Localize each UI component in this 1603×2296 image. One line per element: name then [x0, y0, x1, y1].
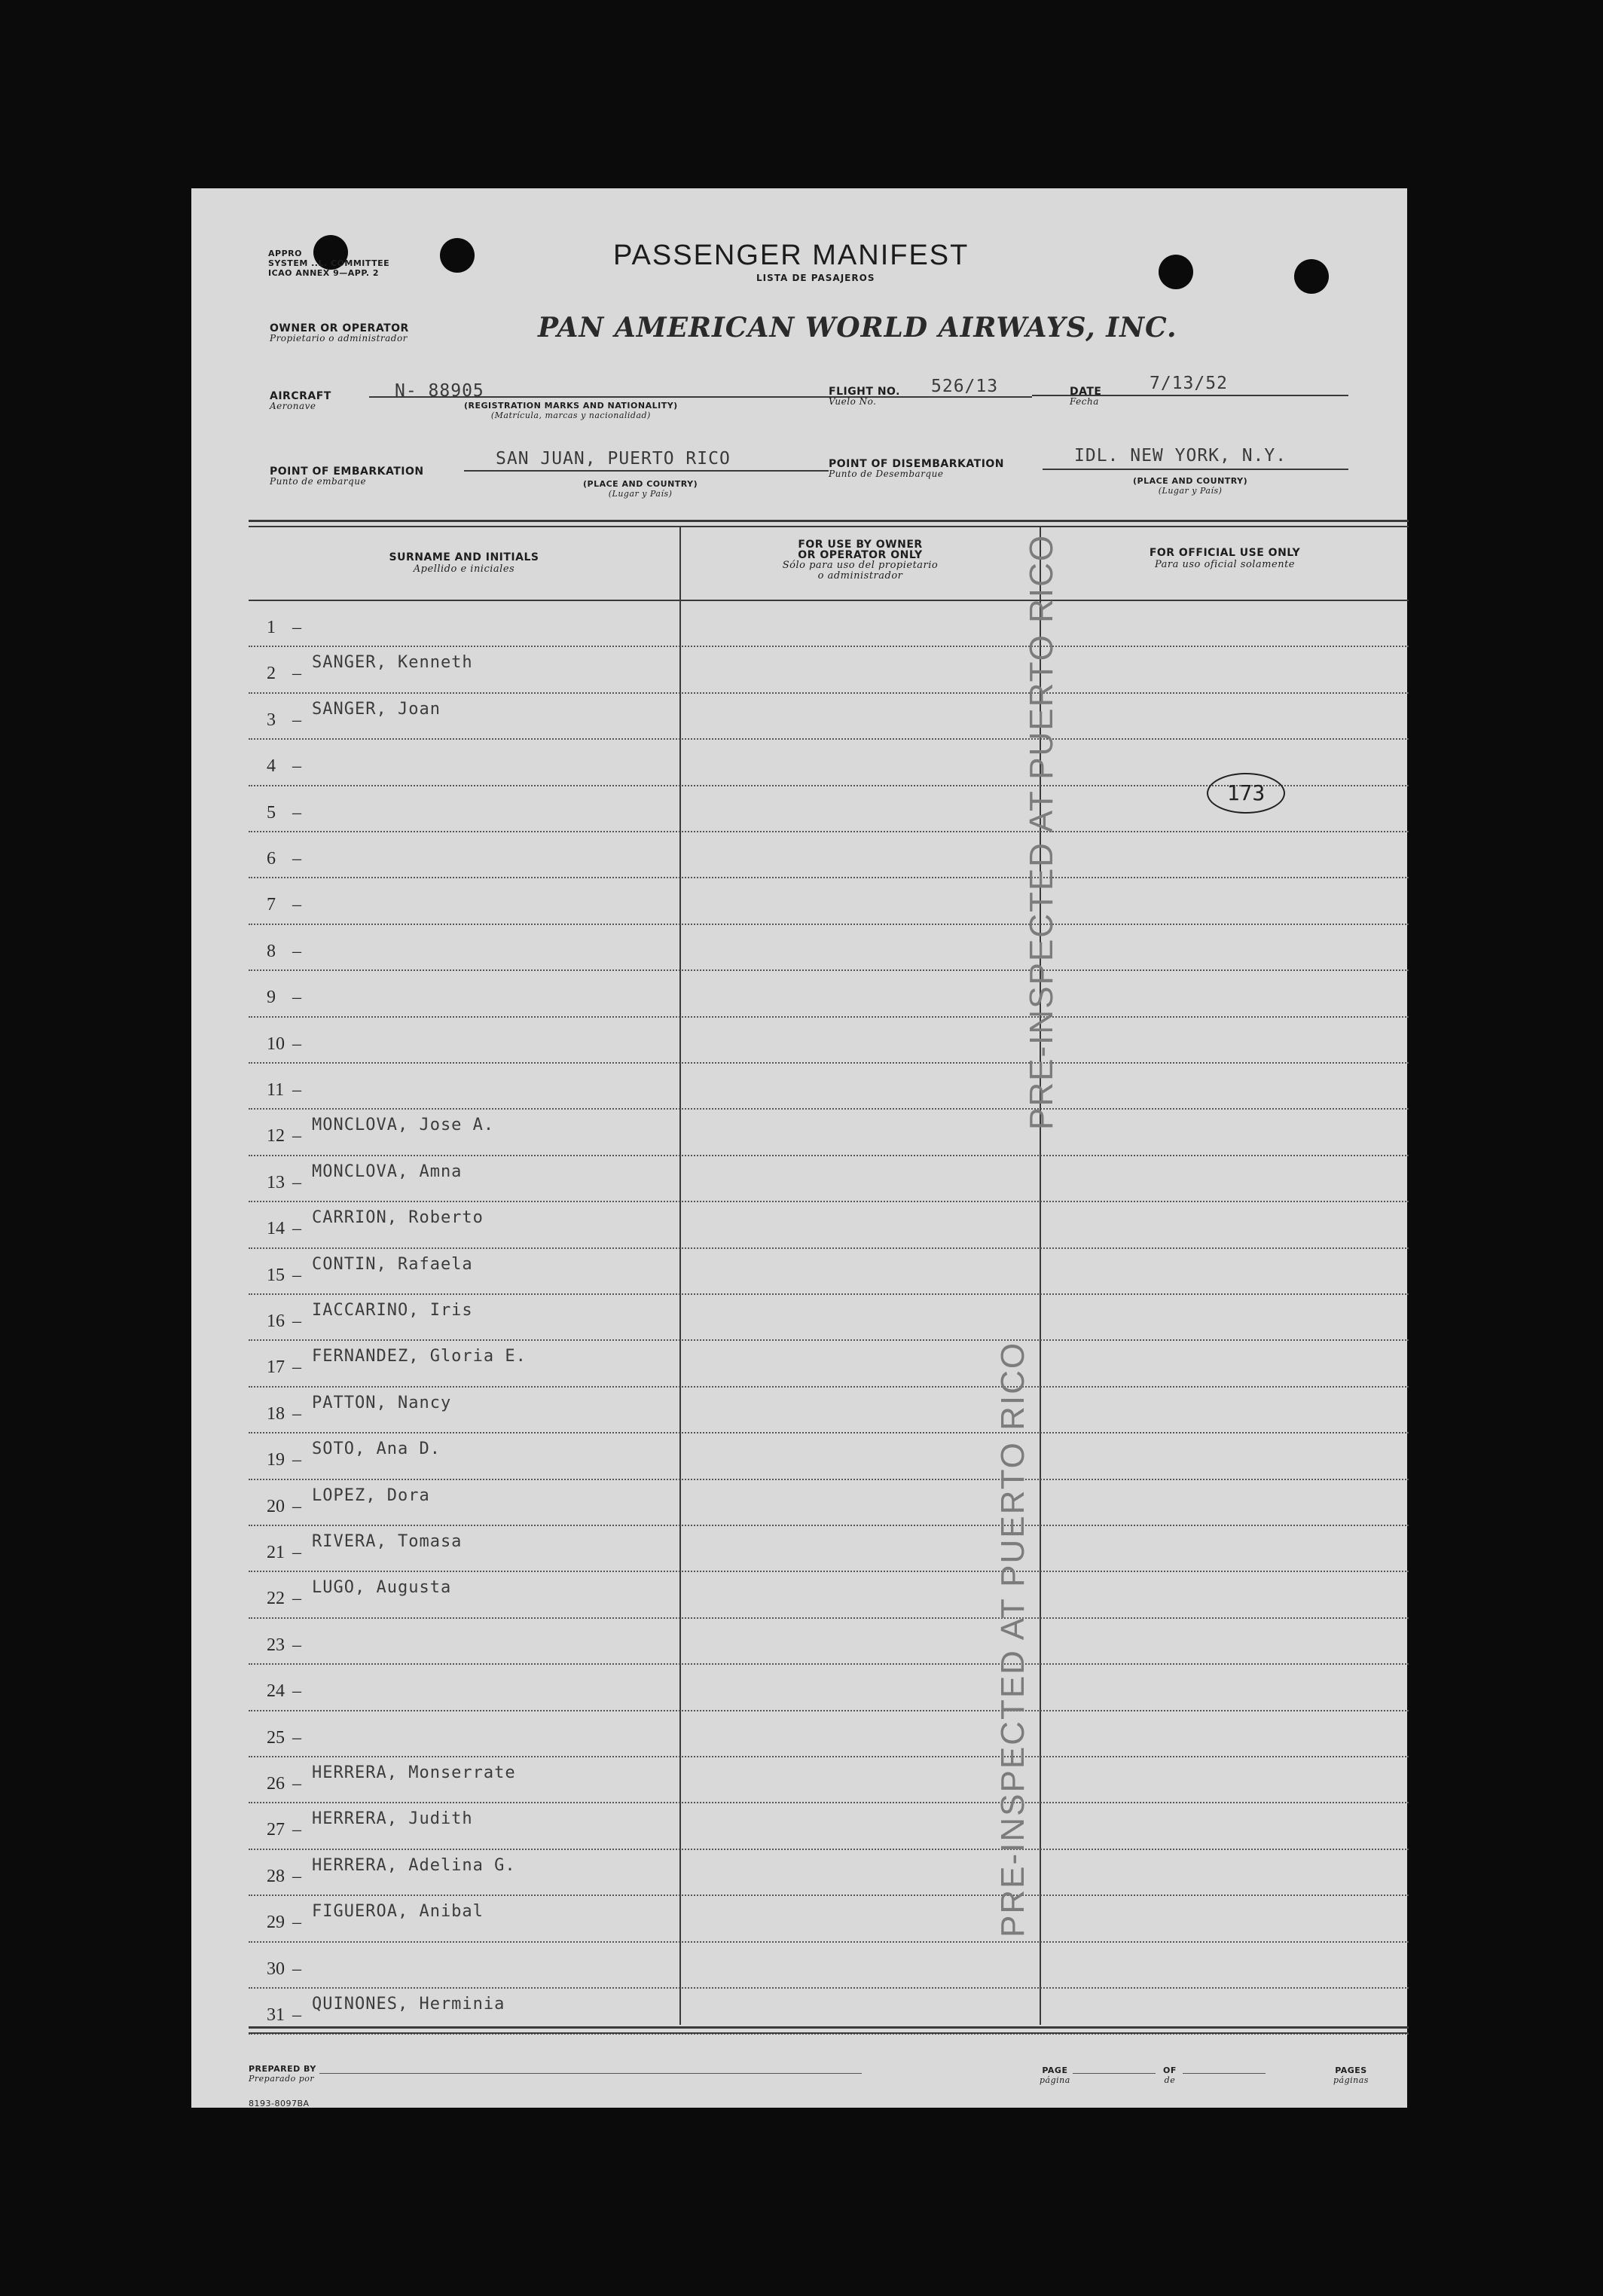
- row-number-dash: –: [292, 1727, 301, 1748]
- owner-column-header: FOR USE BY OWNER OR OPERATOR ONLY Sólo para uso del propietario o administrador: [782, 539, 939, 582]
- passenger-name: SANGER, Kenneth: [312, 653, 473, 673]
- row-number-dash: –: [292, 1126, 301, 1146]
- row-number-dash: –: [292, 710, 301, 730]
- row-number: 7: [267, 895, 276, 915]
- row-number-dash: –: [292, 2005, 301, 2025]
- row-number: 2: [267, 664, 276, 684]
- passenger-name: HERRERA, Monserrate: [312, 1763, 516, 1782]
- row-number-dash: –: [292, 618, 301, 637]
- row-number: 18: [267, 1403, 285, 1424]
- row-rule: [249, 877, 1409, 878]
- row-number-dash: –: [292, 1450, 301, 1470]
- row-rule: [249, 1802, 1409, 1803]
- of-label: OF de: [1163, 2065, 1177, 2085]
- header-bottom-rule: [249, 600, 1409, 601]
- row-number: 9: [267, 988, 276, 1008]
- flight-rule: [821, 396, 1032, 398]
- row-number-dash: –: [292, 941, 301, 961]
- passenger-name: RIVERA, Tomasa: [312, 1532, 463, 1551]
- row-number-dash: –: [292, 1172, 301, 1192]
- date-value: 7/13/52: [1150, 374, 1228, 393]
- row-number-dash: –: [292, 1959, 301, 1979]
- row-number-dash: –: [292, 849, 301, 869]
- row-number: 19: [267, 1450, 285, 1470]
- page-title: PASSENGER MANIFEST: [613, 240, 969, 271]
- prepared-by: PREPARED BY Preparado por: [249, 2064, 316, 2084]
- row-number: 30: [267, 1959, 285, 1979]
- row-number-dash: –: [292, 1496, 301, 1516]
- official-mark: [1207, 773, 1285, 814]
- row-number-dash: –: [292, 1913, 301, 1933]
- flight-label: FLIGHT NO. Vuelo No.: [829, 386, 900, 407]
- row-number: 31: [267, 2005, 285, 2025]
- row-rule: [249, 924, 1409, 925]
- row-number: 6: [267, 849, 276, 869]
- date-label: DATE Fecha: [1070, 386, 1102, 407]
- row-rule: [249, 1062, 1409, 1064]
- row-number-dash: –: [292, 988, 301, 1008]
- row-rule: [249, 1756, 1409, 1757]
- passenger-name: LUGO, Augusta: [312, 1578, 452, 1598]
- aircraft-label: AIRCRAFT Aeronave: [270, 390, 331, 411]
- row-number: 24: [267, 1681, 285, 1702]
- punch-hole-right-2: [1294, 259, 1329, 294]
- row-number-dash: –: [292, 1357, 301, 1378]
- passenger-name: IACCARINO, Iris: [312, 1301, 473, 1320]
- page-subtitle: LISTA DE PASAJEROS: [756, 273, 875, 283]
- row-rule: [249, 1247, 1409, 1249]
- prepared-by-rule: [319, 2073, 862, 2074]
- row-number: 4: [267, 756, 276, 777]
- row-number-dash: –: [292, 664, 301, 684]
- row-number: 23: [267, 1635, 285, 1655]
- row-number-dash: –: [292, 756, 301, 777]
- passenger-name: MONCLOVA, Amna: [312, 1162, 463, 1181]
- row-number: 26: [267, 1774, 285, 1794]
- passenger-name: HERRERA, Judith: [312, 1809, 473, 1829]
- row-number: 1: [267, 618, 276, 637]
- passenger-name: LOPEZ, Dora: [312, 1485, 430, 1505]
- row-rule: [249, 969, 1409, 971]
- inspection-stamp-upper: PRE-INSPECTED AT PUERTO RICO: [1023, 533, 1060, 1130]
- passenger-name: QUINONES, Herminia: [312, 1995, 505, 2014]
- punch-hole-left-2: [440, 238, 475, 273]
- row-rule: [249, 1339, 1409, 1341]
- row-rule: [249, 831, 1409, 832]
- row-number-dash: –: [292, 1635, 301, 1655]
- row-number: 21: [267, 1543, 285, 1562]
- page-rule: [1073, 2073, 1156, 2074]
- aircraft-rule: [369, 396, 821, 398]
- row-number: 22: [267, 1589, 285, 1609]
- table-bottom-rule: [249, 2026, 1409, 2029]
- official-column-header: FOR OFFICIAL USE ONLY Para uso oficial solamente: [1149, 547, 1301, 570]
- row-number: 16: [267, 1311, 285, 1331]
- embarkation-label: POINT OF EMBARKATION Punto de embarque: [270, 466, 424, 487]
- form-approval: APPRO SYSTEM ..L. COMMITTEE ICAO ANNEX 9—APP. 2: [268, 249, 390, 278]
- pages-label: PAGES páginas: [1333, 2065, 1369, 2085]
- row-number: 3: [267, 710, 276, 730]
- row-number: 14: [267, 1219, 285, 1239]
- row-rule: [249, 1987, 1409, 1989]
- embarkation-rule: [464, 470, 829, 472]
- row-number: 25: [267, 1727, 285, 1748]
- row-number-dash: –: [292, 802, 301, 823]
- row-rule: [249, 1617, 1409, 1619]
- row-rule: [249, 1108, 1409, 1110]
- date-rule: [1032, 395, 1348, 396]
- row-number-dash: –: [292, 1543, 301, 1562]
- row-rule: [249, 1432, 1409, 1433]
- row-rule: [249, 1941, 1409, 1943]
- row-number: 5: [267, 802, 276, 823]
- row-number: 15: [267, 1265, 285, 1285]
- row-rule: [249, 1386, 1409, 1388]
- passenger-name: PATTON, Nancy: [312, 1393, 452, 1412]
- row-rule: [249, 1293, 1409, 1295]
- row-number: 27: [267, 1820, 285, 1840]
- owner-label: OWNER OR OPERATOR Propietario o administrador: [270, 322, 409, 343]
- passenger-name: SOTO, Ana D.: [312, 1440, 441, 1459]
- row-rule: [249, 1155, 1409, 1156]
- row-rule: [249, 1571, 1409, 1572]
- row-number: 12: [267, 1126, 285, 1146]
- row-rule: [249, 1663, 1409, 1665]
- row-number-dash: –: [292, 1034, 301, 1054]
- row-number-dash: –: [292, 1265, 301, 1285]
- row-number-dash: –: [292, 895, 301, 915]
- owner-value: PAN AMERICAN WORLD AIRWAYS, INC.: [538, 312, 1177, 343]
- form-number: 8193-8097BA: [249, 2099, 310, 2108]
- row-rule: [249, 1710, 1409, 1711]
- row-number: 13: [267, 1172, 285, 1192]
- passenger-name: MONCLOVA, Jose A.: [312, 1116, 495, 1135]
- row-rule: [249, 1479, 1409, 1480]
- row-number-dash: –: [292, 1774, 301, 1794]
- table-bottom-rule-2: [249, 2032, 1409, 2034]
- table-top-rule-2: [249, 526, 1409, 527]
- row-number: 29: [267, 1913, 285, 1933]
- row-number-dash: –: [292, 1080, 301, 1100]
- row-rule: [249, 1849, 1409, 1850]
- aircraft-value: N- 88905: [395, 381, 484, 401]
- page-label: PAGE página: [1040, 2065, 1070, 2085]
- column-divider-1: [679, 527, 681, 2025]
- row-rule: [249, 1016, 1409, 1018]
- disembarkation-label: POINT OF DISEMBARKATION Punto de Desembarque: [829, 458, 1005, 479]
- passenger-name: HERRERA, Adelina G.: [312, 1855, 516, 1875]
- row-number-dash: –: [292, 1866, 301, 1886]
- of-rule: [1183, 2073, 1266, 2074]
- embarkation-sublabel: (PLACE AND COUNTRY) (Lugar y País): [583, 479, 698, 499]
- embarkation-value: SAN JUAN, PUERTO RICO: [496, 449, 731, 469]
- row-rule: [249, 1525, 1409, 1526]
- row-number: 28: [267, 1866, 285, 1886]
- row-number-dash: –: [292, 1403, 301, 1424]
- table-top-rule: [249, 520, 1409, 522]
- row-number-dash: –: [292, 1311, 301, 1331]
- punch-hole-right: [1159, 255, 1193, 289]
- flight-value: 526/13: [931, 377, 999, 396]
- aircraft-sublabel: (REGISTRATION MARKS AND NATIONALITY) (Matrícula, marcas y nacionalidad): [464, 401, 678, 420]
- row-rule: [249, 738, 1409, 740]
- official-mark-number: 173: [1226, 780, 1266, 805]
- manifest-page: [191, 188, 1407, 2108]
- row-number: 11: [267, 1080, 285, 1100]
- passenger-name: FIGUEROA, Anibal: [312, 1902, 484, 1922]
- row-rule: [249, 692, 1409, 694]
- row-number: 10: [267, 1034, 285, 1054]
- disembarkation-sublabel: (PLACE AND COUNTRY) (Lugar y País): [1133, 476, 1248, 496]
- names-column-header: SURNAME AND INITIALS Apellido e iniciales: [389, 551, 539, 575]
- passenger-name: CARRION, Roberto: [312, 1208, 484, 1228]
- row-number-dash: –: [292, 1820, 301, 1840]
- row-number-dash: –: [292, 1681, 301, 1702]
- passenger-name: FERNANDEZ, Gloria E.: [312, 1347, 527, 1366]
- passenger-name: SANGER, Joan: [312, 699, 441, 719]
- passenger-name: CONTIN, Rafaela: [312, 1254, 473, 1274]
- row-number: 20: [267, 1496, 285, 1516]
- row-rule: [249, 1895, 1409, 1896]
- disembarkation-value: IDL. NEW YORK, N.Y.: [1074, 446, 1287, 466]
- row-number: 8: [267, 941, 276, 961]
- row-number-dash: –: [292, 1219, 301, 1239]
- disembarkation-rule: [1043, 469, 1348, 470]
- inspection-stamp-lower: PRE-INSPECTED AT PUERTO RICO: [994, 1341, 1031, 1937]
- row-number: 17: [267, 1357, 285, 1378]
- row-rule: [249, 646, 1409, 647]
- row-rule: [249, 1201, 1409, 1202]
- row-number-dash: –: [292, 1589, 301, 1609]
